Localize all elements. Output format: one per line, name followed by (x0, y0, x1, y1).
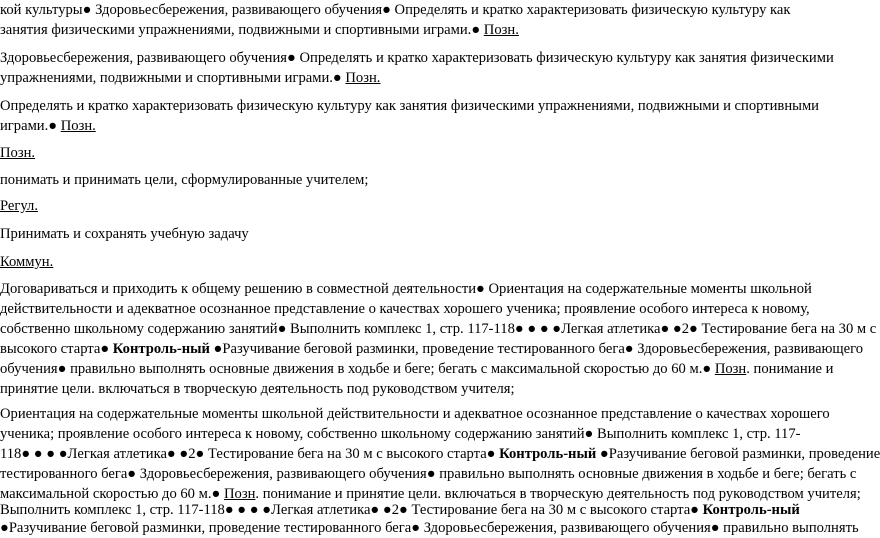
block-1-line-2: действительности и адекватное осознанное представление о качествах хорошего ученика; проявление особого интереса к новому, (0, 301, 810, 317)
block-1-line-3: собственно школьному содержанию занятий● Выполнить комплекс 1, стр. 117-118● ● ● ●Легкая атлетика● ●2● Тестирование бега на 30 м с (0, 321, 877, 337)
section-pozn-heading[interactable]: Позн. (0, 145, 36, 161)
paragraph-1 (0, 0, 812, 20)
pozn-link-3[interactable]: Позн. (60, 118, 96, 134)
paragraph-2-line-2-wrap (0, 68, 812, 88)
pozn-link-4[interactable]: Позн (714, 361, 747, 377)
block-2-line-3-post: ●Разучивание беговой разминки, проведение (596, 446, 880, 462)
block-3-line-1-pre: Выполнить комплекс 1, стр. 117-118● ● ● ●Легкая атлетика● ●2● Тестирование бега на 30 м с высокого старта● (0, 502, 703, 518)
block-2-line-4: тестированного бега● Здоровьесбережения, развивающего обучения● правильно выполнять основные движения в ходьбе и беге; бегать с (0, 466, 857, 482)
paragraph-3-line-2-wrap (0, 116, 812, 136)
block-1-line-4-pre: высокого старта● (0, 341, 113, 357)
block-2-line-3-pre: 118● ● ● ●Легкая атлетика● ●2● Тестирование бега на 30 м с высокого старта● (0, 446, 500, 462)
block-1-line-1: Договариваться и приходить к общему решению в совместной деятельности● Ориентация на содержательные моменты школьной (0, 281, 812, 297)
section-kommun (0, 252, 812, 272)
block-2-line-2: ученика; проявление особого интереса к новому, собственно школьному содержанию занятий● Выполнить комплекс 1, стр. 117- (0, 426, 801, 442)
section-regul-heading[interactable]: Регул. (0, 198, 38, 214)
block-1-control-label: Контроль-ный (112, 341, 210, 357)
pozn-link-2[interactable]: Позн. (345, 70, 381, 86)
block-1-line-4-post: ●Разучивание беговой разминки, проведение тестированного бега● Здоровьесбережения, развивающего (209, 341, 864, 357)
paragraph-2 (0, 48, 834, 68)
block-3-control-label: Контроль-ный (702, 502, 800, 518)
block-2-line-1: Ориентация на содержательные моменты школьной действительности и адекватное осознанное представление о качествах хорошего (0, 406, 830, 422)
paragraph-3 (0, 96, 819, 116)
block-3-line-2: ●Разучивание беговой разминки, проведение тестированного бега● Здоровьесбережения, развивающего обучения● правильно выполнять (0, 520, 859, 536)
block-2-control-label: Контроль-ный (499, 446, 597, 462)
block-1-line-4 (0, 339, 864, 359)
paragraph-1-line-2: занятия физическими упражнениями, подвижными и спортивными играми.● (0, 22, 484, 38)
block-2-line-5-pre: максимальной скоростью до 60 м.● (0, 486, 224, 502)
section-kommun-heading[interactable]: Коммун. (0, 254, 54, 270)
paragraph-1-line-1: кой культуры● Здоровьесбережения, развивающего обучения● Определять и кратко характеризовать физическую культуру как (0, 2, 791, 18)
section-regul (0, 196, 812, 216)
section-regul-text: Принимать и сохранять учебную задачу (0, 226, 249, 242)
paragraph-3-line-2: играми.● (0, 118, 61, 134)
paragraph-3-line-1: Определять и кратко характеризовать физическую культуру как занятия физическими упражнениями, подвижными и спортивными (0, 98, 819, 114)
block-1-line-5-post: . понимание и (746, 361, 834, 377)
paragraph-2-line-2: упражнениями, подвижными и спортивными играми.● (0, 70, 346, 86)
block-1-line-6: принятие цели. включаться в творческую деятельность под руководством учителя; (0, 381, 515, 397)
paragraph-1-line-2-wrap (0, 20, 812, 40)
pozn-link-5[interactable]: Позн (223, 486, 256, 502)
block-2-line-5-post: . понимание и принятие цели. включаться в творческую деятельность под руководством учителя; (255, 486, 861, 502)
pozn-link-1[interactable]: Позн. (483, 22, 519, 38)
paragraph-2-line-1: Здоровьесбережения, развивающего обучения● Определять и кратко характеризовать физическую культуру как занятия физическими (0, 50, 834, 66)
section-pozn-text: понимать и принимать цели, сформулированные учителем; (0, 172, 369, 188)
block-3-line-1 (0, 500, 812, 520)
section-pozn (0, 143, 812, 163)
block-2-line-3 (0, 444, 880, 464)
block-1-line-5 (0, 359, 834, 379)
block-1-line-5-pre: обучения● правильно выполнять основные движения в ходьбе и беге; бегать с максимальной скоростью до 60 м.● (0, 361, 715, 377)
